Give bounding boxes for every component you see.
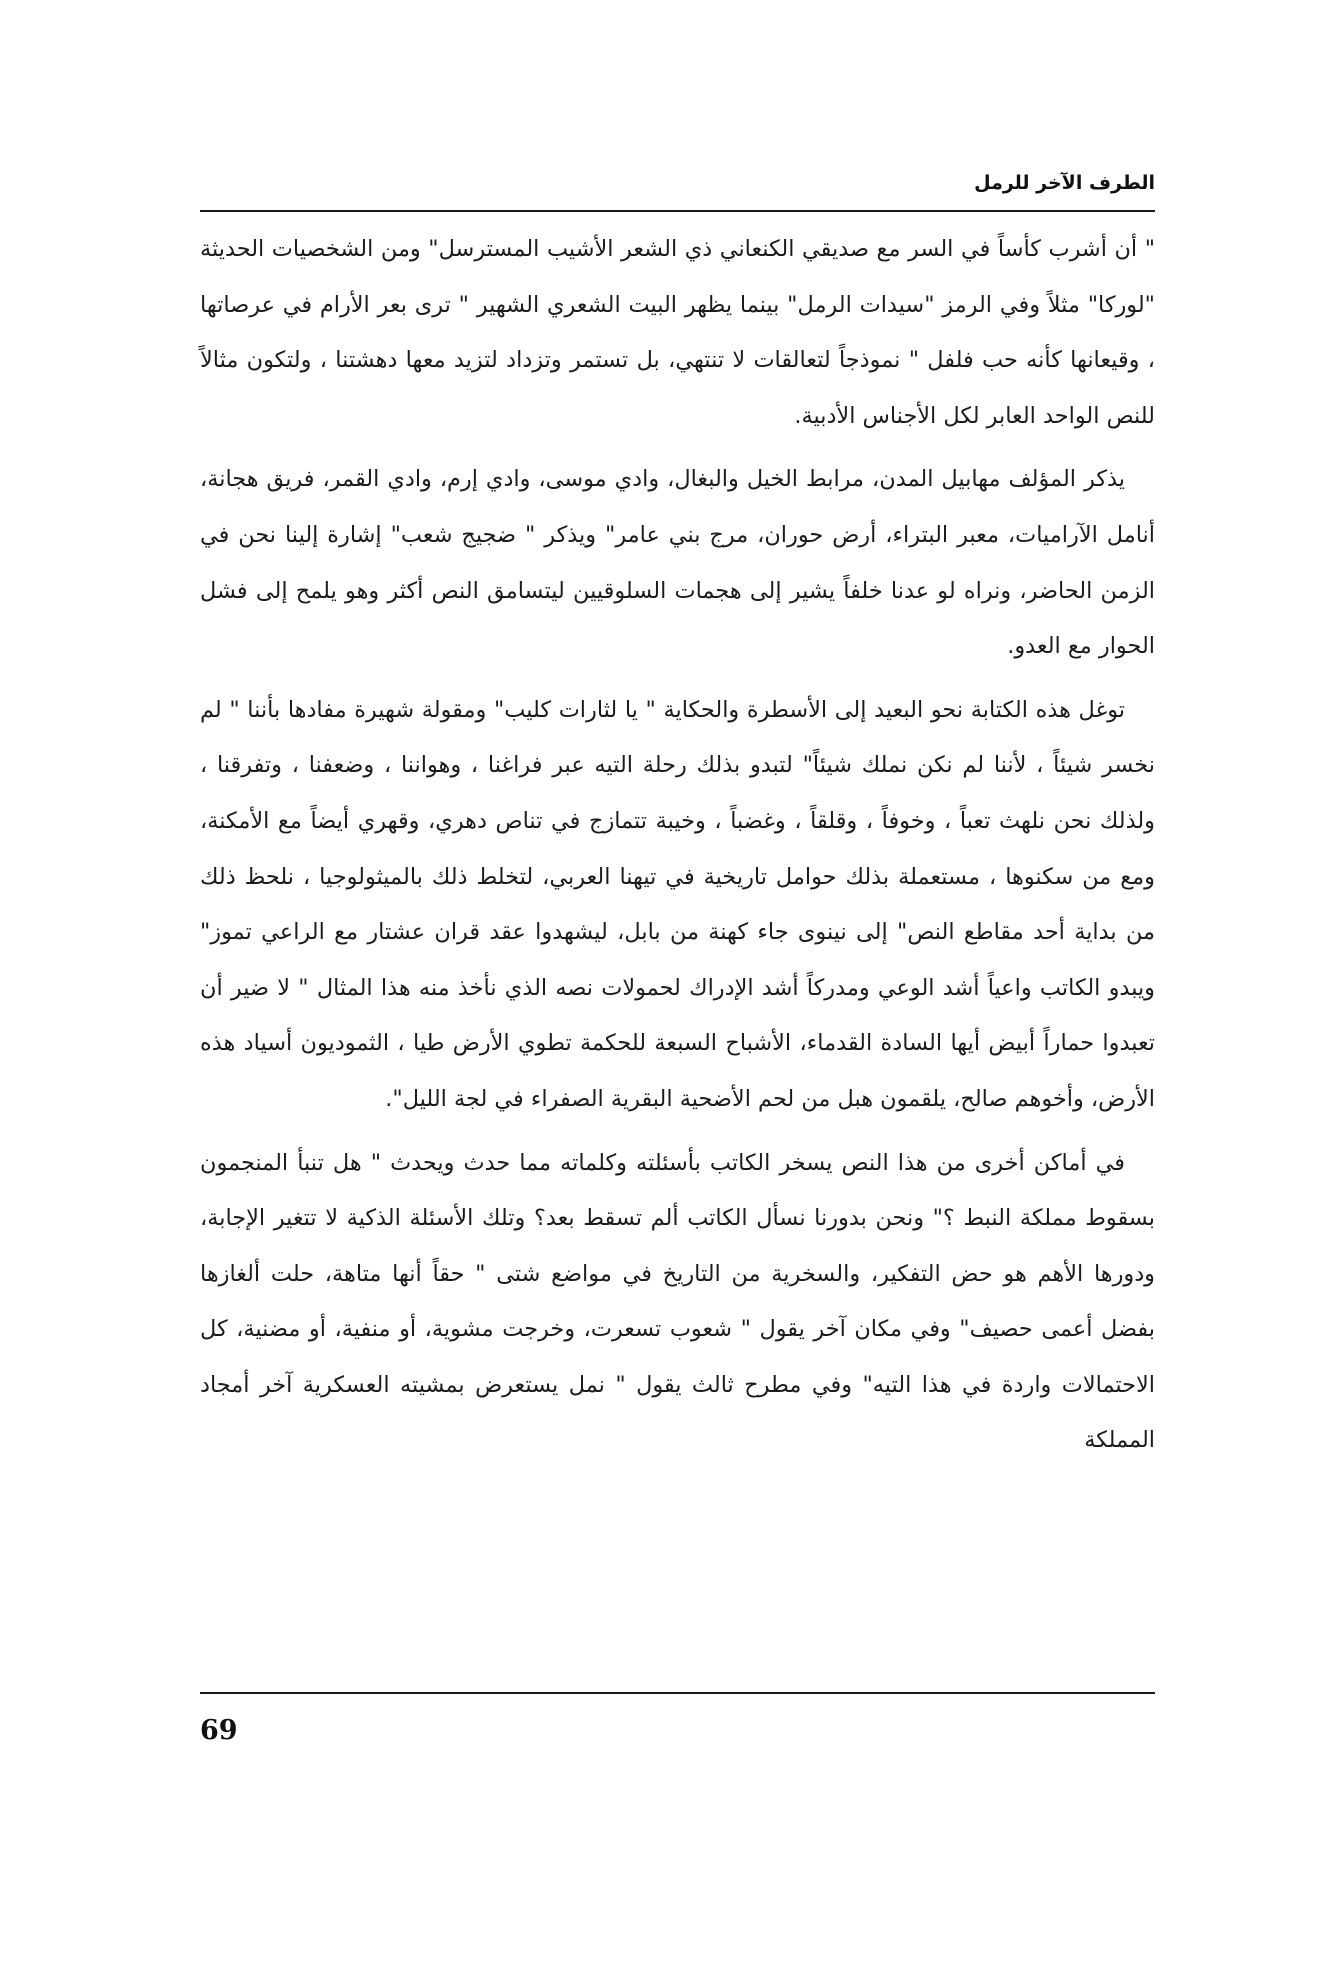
paragraph-4: في أماكن أخرى من هذا النص يسخر الكاتب بأسئلته وكلماته مما حدث ويحدث " هل تنبأ المنجمون بسقوط مملكة النبط ؟" ونحن بدورنا نسأل الكاتب ألم تسقط بعد؟ وتلك الأسئلة الذكية لا تتغير الإجابة، ودورها الأهم هو حض التفكير، والسخرية من التاريخ في مواضع شتى " حقاً أنها متاهة، حلت ألغازها بفضل أعمى حصيف" وفي مكان آخر يقول " شعوب تسعرت، وخرجت مشوية، أو منفية، أو مضنية، كل الاحتمالات واردة في هذا التيه" وفي مطرح ثالث يقول " نمل يستعرض بمشيته العسكرية آخر أمجاد المملكة	[200, 1149, 1155, 1454]
page-number: 69	[200, 1715, 238, 1746]
body-text	[200, 222, 1155, 1477]
paragraph-2: يذكر المؤلف مهابيل المدن، مرابط الخيل والبغال، وادي موسى، وادي إرم، وادي القمر، فريق هجانة، أنامل الآراميات، معبر البتراء، أرض حوران، مرج بني عامر" ويذكر " ضجيج شعب" إشارة إلينا نحن في الزمن الحاضر، ونراه لو عدنا خلفاً يشير إلى هجمات السلوقيين ليتسامق النص أكثر وهو يلمح إلى فشل الحوار مع العدو.	[200, 466, 1155, 660]
header-rule	[200, 210, 1155, 212]
running-header-title: الطرف الآخر للرمل	[974, 172, 1155, 194]
footer-rule	[200, 1692, 1155, 1694]
paragraph-3: توغل هذه الكتابة نحو البعيد إلى الأسطرة والحكاية " يا لثارات كليب" ومقولة شهيرة مفادها بأننا " لم نخسر شيئاً ، لأننا لم نكن نملك شيئاً" لتبدو بذلك رحلة التيه عبر فراغنا ، وهواننا ، وضعفنا ، وتفرقنا ، ولذلك نحن نلهث تعباً ، وخوفاً ، وقلقاً ، وغضباً ، وخيبة تتمازج في تناص دهري، وقهري أيضاً مع الأمكنة، ومع من سكنوها ، مستعملة بذلك حوامل تاريخية في تيهنا العربي، لتخلط ذلك بالميثولوجيا ، نلحظ ذلك من بداية أحد مقاطع النص" إلى نينوى جاء كهنة من بابل، ليشهدوا عقد قران عشتار مع الراعي تموز" ويبدو الكاتب واعياً أشد الوعي ومدركاً أشد الإدراك لحمولات نصه الذي نأخذ منه هذا المثال " لا ضير أن تعبدوا حماراً أبيض أيها السادة القدماء، الأشباح السبعة للحكمة تطوي الأرض طيا ، الثموديون أسياد هذه الأرض، وأخوهم صالح، يلقمون هبل من لحم الأضحية البقرية الصفراء في لجة الليل".	[200, 696, 1155, 1112]
paragraph-1: " أن أشرب كأساً في السر مع صديقي الكنعاني ذي الشعر الأشيب المسترسل" ومن الشخصيات الحديثة "لوركا" مثلاً وفي الرمز "سيدات الرمل" بينما يظهر البيت الشعري الشهير " ترى بعر الأرام في عرصاتها ، وقيعانها كأنه حب فلفل " نموذجاً لتعالقات لا تنتهي، بل تستمر وتزداد لتزيد معها دهشتنا ، ولتكون مثالاً للنص الواحد العابر لكل الأجناس الأدبية.	[200, 236, 1155, 429]
